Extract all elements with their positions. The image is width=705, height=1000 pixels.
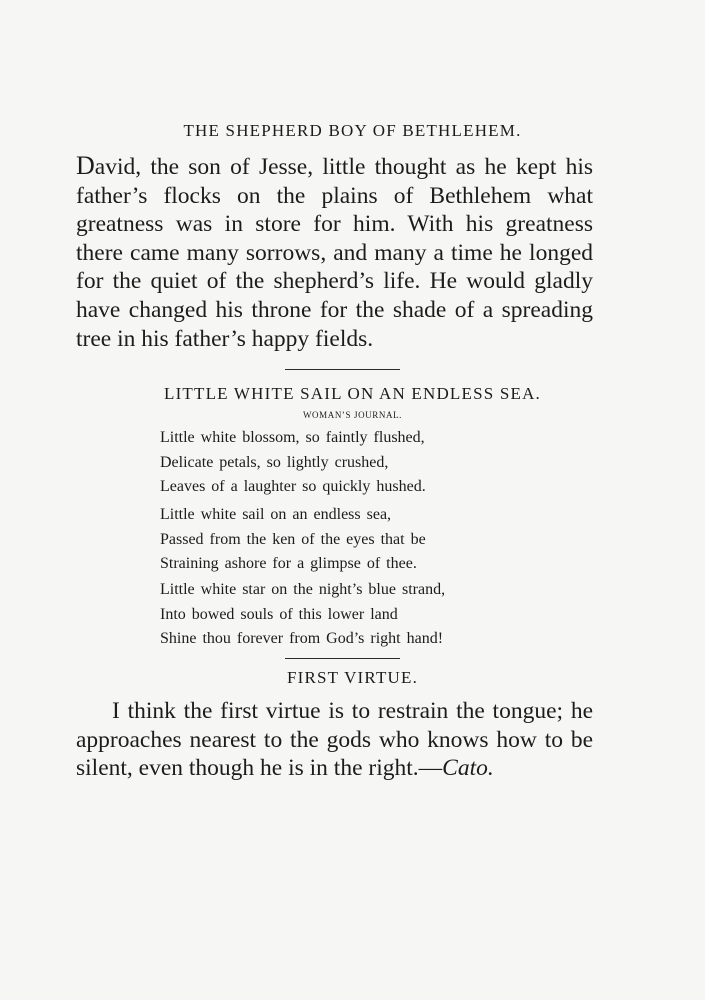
section-title-shepherd-boy: THE SHEPHERD BOY OF BETHLEHEM. <box>183 121 522 140</box>
poem-source: WOMAN’S JOURNAL. <box>302 410 403 420</box>
poem-line: Passed from the ken of the eyes that be <box>160 530 426 548</box>
poem-stanza-3 <box>160 578 520 652</box>
section-title-white-sail: LITTLE WHITE SAIL ON AN ENDLESS SEA. <box>163 384 542 403</box>
paragraph-shepherd-boy <box>76 152 593 353</box>
poem-stanza-1 <box>160 426 520 500</box>
poem-line: Into bowed souls of this lower land <box>160 605 398 623</box>
poem-line: Delicate petals, so lightly crushed, <box>160 453 389 471</box>
paragraph-first-virtue <box>76 697 593 783</box>
section-divider-2 <box>285 658 400 659</box>
paragraph-text: avid, the son of Jesse, little thought as he kept his father’s flocks on the plains of Bethlehem what greatness was in store for him. With his greatness there came many sorrows, and many a time he longed for the quiet of the shepherd’s life. He would gladly have changed his throne for the shade of a spreading tree in his father’s happy fields. <box>76 154 593 352</box>
paragraph-initial: D <box>76 151 95 180</box>
quote-text: I think the first virtue is to restrain the tongue; he approaches nearest to the gods who knows how to be silent, even though he is in the right.— <box>76 698 593 782</box>
poem-stanza-2 <box>160 503 520 577</box>
poem-line: Little white sail on an endless sea, <box>160 506 392 523</box>
section-title-first-virtue: FIRST VIRTUE. <box>286 668 419 687</box>
poem-line: Little white blossom, so faintly flushed, <box>160 429 425 446</box>
section-divider-1 <box>285 369 400 370</box>
quote-attribution: Cato. <box>442 755 494 782</box>
poem-line: Straining ashore for a glimpse of thee. <box>160 555 417 572</box>
poem-line: Leaves of a laughter so quickly hushed. <box>160 478 426 495</box>
poem-line: Shine thou forever from God’s right hand! <box>160 630 444 647</box>
poem-line: Little white star on the night’s blue strand, <box>160 581 446 598</box>
